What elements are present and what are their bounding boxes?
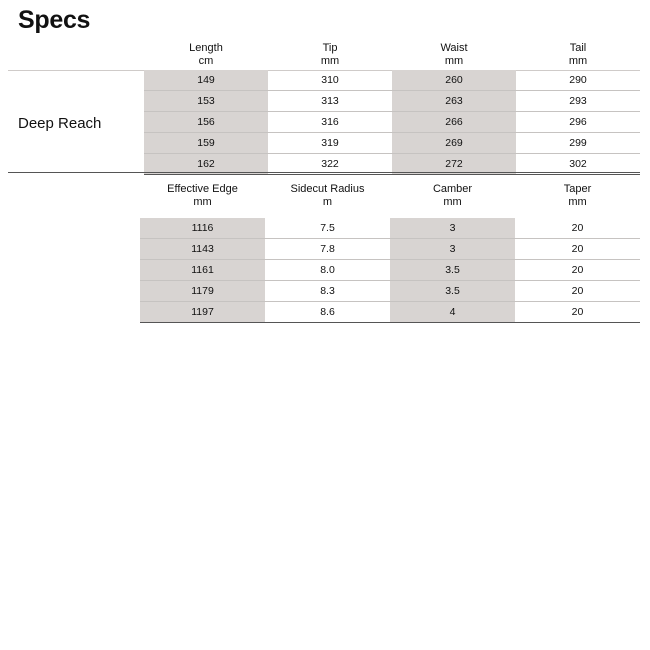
table-cell: 8.6 [265,302,390,323]
table-row [144,133,640,154]
page-title: Specs [18,6,91,34]
table-cell: 290 [516,70,640,91]
column-header-camber [390,183,515,218]
table-header-row [144,42,640,70]
table-cell: 20 [515,260,640,281]
table-cell: 263 [392,91,516,112]
table-cell: 266 [392,112,516,133]
table-cell: 7.5 [265,218,390,239]
table-row [140,260,640,281]
table-cell: 20 [515,239,640,260]
column-header-unit: mm [568,196,587,208]
table-cell: 310 [268,70,392,91]
column-header-sidecut-radius [265,183,390,218]
column-header-unit: mm [443,196,462,208]
table-cell: 316 [268,112,392,133]
table-row [144,112,640,133]
table-cell: 20 [515,281,640,302]
table-cell: 313 [268,91,392,112]
column-header-unit: mm [193,196,212,208]
column-header-length [144,42,268,70]
table-cell: 299 [516,133,640,154]
column-header-name: Sidecut Radius [290,183,365,195]
table-row [140,302,640,323]
table-cell: 162 [144,154,268,175]
column-header-name: Waist [440,42,468,54]
table-row [144,70,640,91]
column-header-name: Tip [322,42,338,54]
table-cell: 7.8 [265,239,390,260]
table-cell: 322 [268,154,392,175]
table-cell: 272 [392,154,516,175]
column-header-tip [268,42,392,70]
table-row [140,281,640,302]
table-cell: 3 [390,239,515,260]
table-cell: 20 [515,218,640,239]
table-cell: 3.5 [390,281,515,302]
table-cell: 293 [516,91,640,112]
column-header-waist [392,42,516,70]
column-header-tail [516,42,640,70]
column-header-effective-edge [140,183,265,218]
table-cell: 8.3 [265,281,390,302]
table-cell: 269 [392,133,516,154]
table-cell: 260 [392,70,516,91]
column-header-name: Effective Edge [167,183,238,195]
table-row [140,218,640,239]
column-header-name: Tail [569,42,587,54]
table-cell: 3 [390,218,515,239]
column-header-name: Camber [432,183,473,195]
table-cell: 319 [268,133,392,154]
specs-table-geometry [140,183,640,323]
table-cell: 1161 [140,260,265,281]
table-cell: 1143 [140,239,265,260]
column-header-name: Taper [563,183,592,195]
section-divider [8,172,640,173]
table-cell: 153 [144,91,268,112]
column-header-unit: mm [320,55,340,67]
column-header-unit: mm [444,55,464,67]
table-cell: 20 [515,302,640,323]
table-cell: 1116 [140,218,265,239]
table-cell: 156 [144,112,268,133]
table-cell: 1179 [140,281,265,302]
table-cell: 4 [390,302,515,323]
table-header-row [140,183,640,218]
column-header-name: Length [189,42,223,54]
table-cell: 296 [516,112,640,133]
table-row [140,239,640,260]
table-row [144,91,640,112]
table-cell: 159 [144,133,268,154]
table-cell: 302 [516,154,640,175]
table-cell: 1197 [140,302,265,323]
model-name: Deep Reach [18,115,102,132]
specs-table-dimensions [144,42,640,175]
table-cell: 8.0 [265,260,390,281]
column-header-unit: m [322,196,333,208]
table-cell: 3.5 [390,260,515,281]
column-header-unit: mm [568,55,588,67]
table-cell: 149 [144,70,268,91]
column-header-unit: cm [198,55,214,67]
column-header-taper [515,183,640,218]
